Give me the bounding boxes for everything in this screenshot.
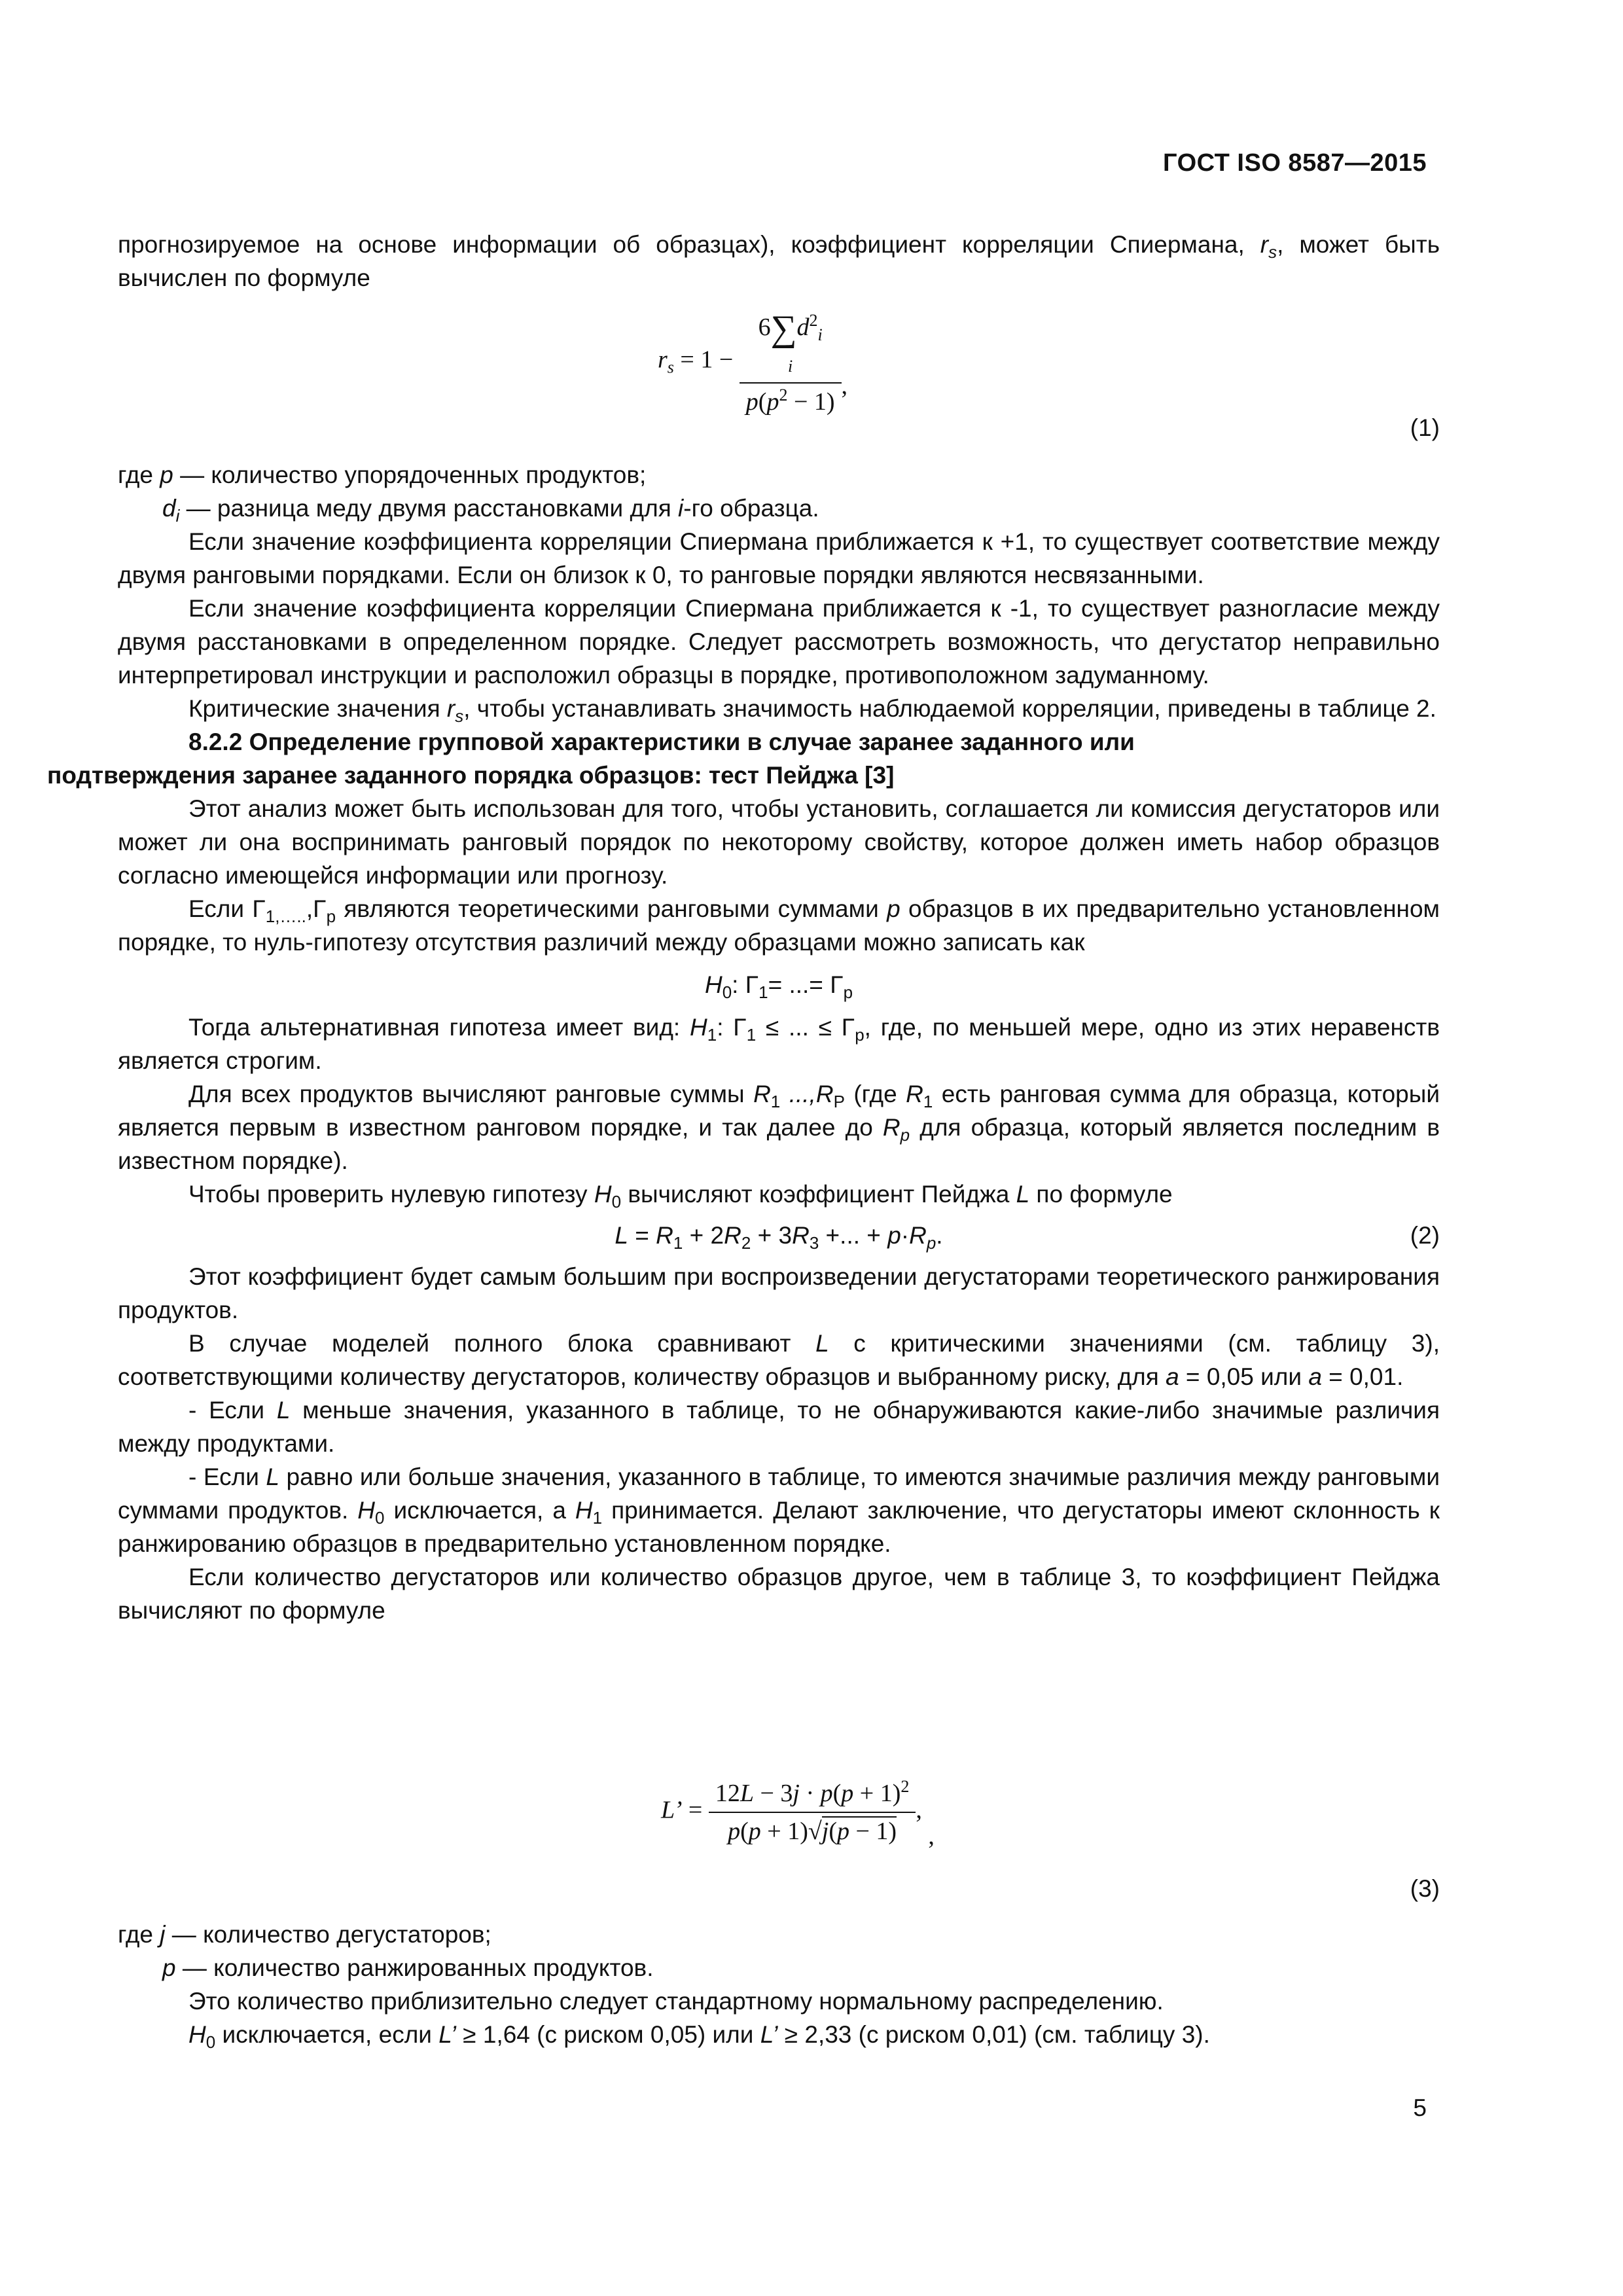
where-block-1: где p — количество упорядоченных продуктов; $d_i$ — разница меду двумя расстановками для i-го образца. Если значение коэффициента корреляции Спиермана приближается к +1, то существует соответствие между двумя ранговыми порядками. Если он близок к 0, то ранговые порядки являются несвязанными. Если значение коэффициента корреляции Спиермана приближается к -1, то существует разногласие между двумя расстановками в определенном порядке. Следует рассмотреть возможность, что дегустатор неправильно интерпретировал инструкции и расположил образцы в порядке, противоположном задуманному. Критические значения $r_s$, чтобы устанавливать значимость наблюдаемой корреляции, приведены в таблице 2. 8.2.2 Определение групповой характеристики в случае заранее заданного или подтверждения заранее заданного порядка образцов: тест Пейджа [3] Этот анализ может быть использован для того, чтобы установить, соглашается ли комиссия дегустаторов или может ли она воспринимать ранговый порядок по некоторому свойству, которое должен иметь набор образцов согласно имеющейся информации или прогнозу. Если $\Gamma_{1,\dots..},\Gamma_p$ являются теоретическими ранговыми суммами p образцов в их предварительно установленном порядке, то нуль-гипотезу отсутствия различий между образцами можно записать как $H_0$: $\Gamma_1=$ ...= $\Gamma_p$ Тогда альтернативная гипотеза имеет вид: $H_1$: $\Gamma_1$ ≤ ... ≤ $\Gamma_p$, где, по меньшей мере, одно из этих неравенств является строгим. Для всех продуктов вычисляют ранговые суммы $R_1$ $...,R_P$ (где $R_1$ есть ранговая сумма для образца, который является первым в известном ранговом порядке, и так далее до $R_p$ для образца, который является последним в известном порядке). Чтобы проверить нулевую гипотезу $H_0$ вычисляют коэффициент Пейджа L по формуле $L = R_1 + 2R_2 + 3R_3$ +... + $p\cdot R_p$. (2) Этот коэффициент будет самым большим при воспроизведении дегустаторами теоретического ранжирования продуктов. В случае моделей полного блока сравнивают L с критическими значениями (см. таблицу 3), соответствующими количеству дегустаторов, количеству образцов и выбранному риску, для a = 0,05 или a = 0,01. - Если L меньше значения, указанного в таблице, то не обнаруживаются какие-либо значимые различия между продуктами. - Если L равно или больше значения, указанного в таблице, то имеются значимые различия между ранговыми суммами продуктов. $H_0$ исключается, а $H_1$ принимается. Делают заключение, что дегустаторы имеют склонность к ранжированию образцов в предварительно установленном порядке. Если количество дегустаторов или количество образцов другое, чем в таблице 3, то коэффициент Пейджа вычисляют по формуле bbox=[118, 458, 1440, 1627]
paragraph-h0-excluded: $H_0$ исключается, если L’ ≥ 1,64 (с риском 0,05) или L’ ≥ 2,33 (с риском 0,01) (см. таблицу 3). bbox=[188, 2021, 1210, 2052]
equation-number-1: (1) bbox=[1410, 414, 1440, 441]
formula-spearman: $r_s = 1$ − $6\sum d^2_i$ i $p(p^2 - 1)$ , bbox=[658, 308, 848, 416]
where-block-2: где j — количество дегустаторов; p — количество ранжированных продуктов. Это количество приблизительно следует стандартному нормальному распределению. $H_0$ исключается, если L’ ≥ 1,64 (с риском 0,05) или L’ ≥ 2,33 (с риском 0,01) (см. таблицу 3). bbox=[118, 1918, 1440, 2051]
formula-h0: $H_0$: $\Gamma_1=$ ...= $\Gamma_p$ bbox=[704, 971, 853, 1002]
paragraph-page-coefficient: Чтобы проверить нулевую гипотезу $H_0$ вычисляют коэффициент Пейджа L по формуле bbox=[188, 1181, 1173, 1211]
section-title: 8.2.2 Определение групповой характеристики в случае заранее заданного или подтверждения заранее заданного порядка образцов: тест Пейджа [3] bbox=[47, 728, 1135, 789]
paragraph-normal-distribution: Это количество приблизительно следует стандартному нормальному распределению. bbox=[188, 1988, 1164, 2015]
paragraph-alternative-hypothesis: Тогда альтернативная гипотеза имеет вид: $H_1$: $\Gamma_1$ ≤ ... ≤ $\Gamma_p$, где, по меньшей мере, одно из этих неравенств является строгим. bbox=[118, 1014, 1440, 1074]
paragraph-negative-correlation: Если значение коэффициента корреляции Спиермана приближается к -1, то существует разногласие между двумя расстановками в определенном порядке. Следует рассмотреть возможность, что дегустатор неправильно интерпретировал инструкции и расположил образцы в порядке, противоположном задуманному. bbox=[118, 595, 1440, 689]
paragraph-rank-sums: Для всех продуктов вычисляют ранговые суммы $R_1$ $...,R_P$ (где $R_1$ есть ранговая сумма для образца, который является первым в известном ранговом порядке, и так далее до $R_p$ для образца, который является последним в известном порядке). bbox=[118, 1081, 1440, 1174]
document-header-code: ГОСТ ISO 8587—2015 bbox=[1163, 149, 1427, 177]
page-number: 5 bbox=[1413, 2094, 1427, 2121]
paragraph-other-count: Если количество дегустаторов или количество образцов другое, чем в таблице 3, то коэффициент Пейджа вычисляют по формуле bbox=[118, 1564, 1440, 1624]
equation-number-2: (2) bbox=[1410, 1222, 1440, 1249]
paragraph-largest: Этот коэффициент будет самым большим при воспроизведении дегустаторами теоретического ранжирования продуктов. bbox=[118, 1263, 1440, 1323]
paragraph-l-less: - Если L меньше значения, указанного в таблице, то не обнаруживаются какие-либо значимые различия между продуктами. bbox=[118, 1397, 1440, 1457]
formula-page-l-prime: L’ = $\frac{12L - 3j \cdot p(p + 1)^2}{p(p + 1)√j(p - 1)}$ , , bbox=[661, 1777, 935, 1850]
paragraph-analysis: Этот анализ может быть использован для того, чтобы установить, соглашается ли комиссия дегустаторов или может ли она воспринимать ранговый порядок по некоторому свойству, которое должен иметь набор образцов согласно имеющейся информации или прогнозу. bbox=[118, 795, 1440, 889]
paragraph-null-hypothesis: Если $\Gamma_{1,\dots..},\Gamma_p$ являются теоретическими ранговыми суммами p образцов в их предварительно установленном порядке, то нуль-гипотезу отсутствия различий между образцами можно записать как bbox=[118, 895, 1440, 956]
paragraph-intro: прогнозируемое на основе информации об образцах), коэффициент корреляции Спиермана, $r_s$, может быть вычислен по формуле bbox=[118, 231, 1440, 291]
equation-number-3: (3) bbox=[1410, 1875, 1440, 1902]
paragraph-critical-values: Критические значения $r_s$, чтобы устанавливать значимость наблюдаемой корреляции, приведены в таблице 2. bbox=[188, 695, 1436, 726]
formula-page-l: $L = R_1 + 2R_2 + 3R_3$ +... + $p\cdot R_p$. (2) bbox=[118, 1219, 1440, 1252]
paragraph-positive-correlation: Если значение коэффициента корреляции Спиермана приближается к +1, то существует соответствие между двумя ранговыми порядками. Если он близок к 0, то ранговые порядки являются несвязанными. bbox=[118, 528, 1440, 588]
paragraph-full-block: В случае моделей полного блока сравнивают L с критическими значениями (см. таблицу 3), соответствующими количеству дегустаторов, количеству образцов и выбранному риску, для a = 0,05 или a = 0,01. bbox=[118, 1330, 1440, 1390]
paragraph-l-greater: - Если L равно или больше значения, указанного в таблице, то имеются значимые различия между ранговыми суммами продуктов. $H_0$ исключается, а $H_1$ принимается. Делают заключение, что дегустаторы имеют склонность к ранжированию образцов в предварительно установленном порядке. bbox=[118, 1463, 1440, 1557]
